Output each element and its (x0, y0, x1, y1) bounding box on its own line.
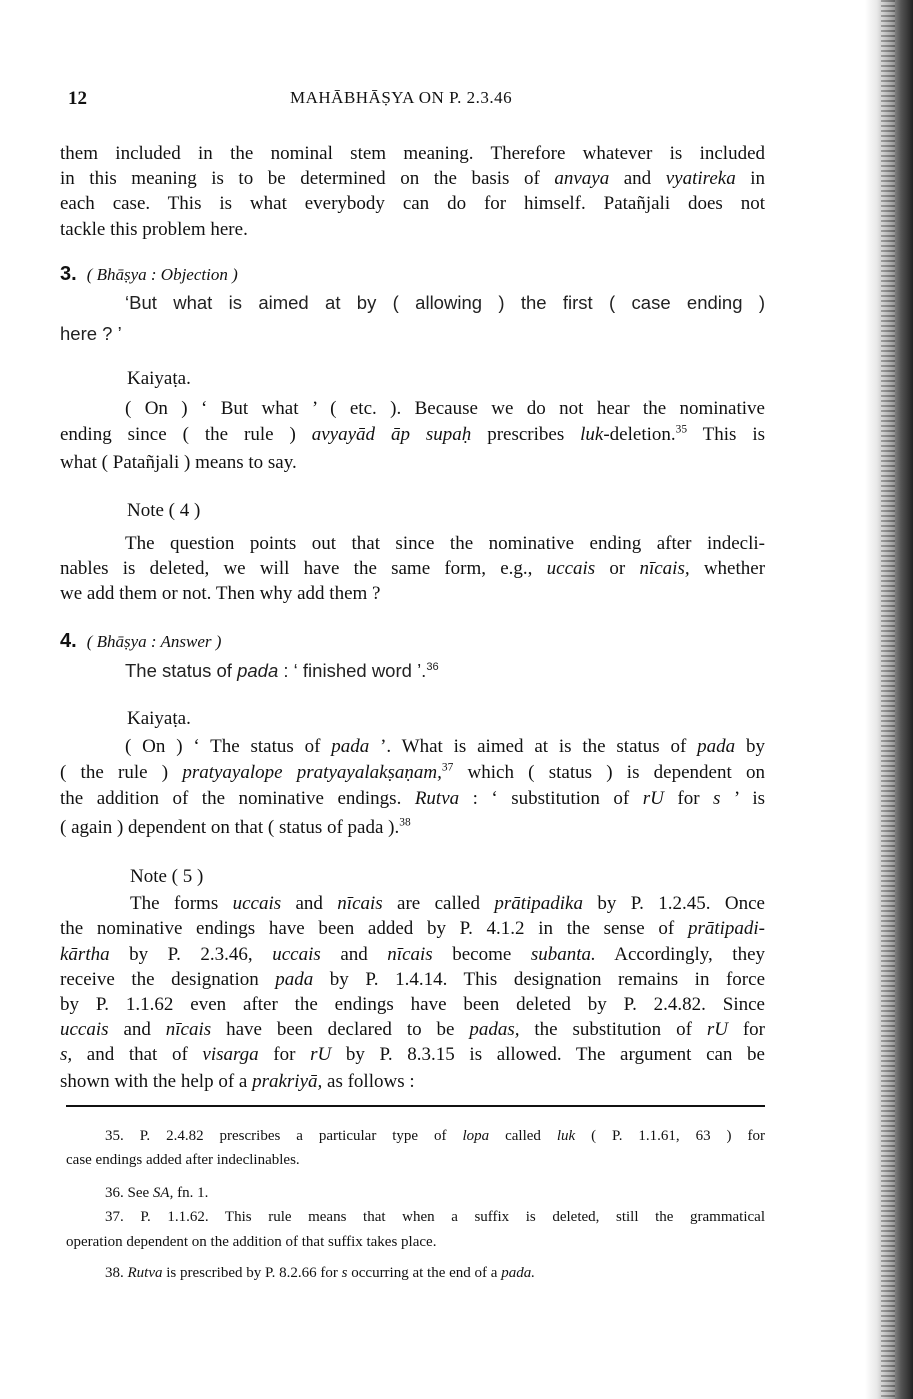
paragraph-line (125, 397, 765, 421)
text-run: Kaiyaṭa. (127, 708, 191, 729)
paragraph-line (60, 557, 765, 581)
paragraph-line (60, 582, 380, 606)
footnote-ref: 35 (675, 423, 688, 436)
paragraph-line (60, 1043, 765, 1067)
italic-term: uccais (60, 1019, 109, 1040)
footnote-35 (105, 1126, 765, 1146)
text-run: -deletion. (603, 424, 676, 445)
note-heading (130, 865, 203, 889)
paragraph-line (60, 968, 765, 992)
text-run: This is (687, 424, 765, 445)
text-run: are called (382, 893, 495, 914)
italic-term: uccais (272, 944, 321, 965)
text-run: case endings added after indeclinables. (66, 1152, 300, 1168)
scanned-page-edge-texture (881, 0, 895, 1399)
section-number: 4. (60, 630, 77, 652)
text-run: by P. 2.3.46, (109, 944, 273, 965)
paragraph-line (60, 192, 765, 216)
italic-term: pada (237, 660, 279, 681)
bhasya-quote-line (125, 291, 765, 315)
italic-term: visarga (202, 1044, 259, 1065)
text-run: 36. See (105, 1185, 153, 1201)
text-run: The question points out that since the nominative ending after indecli- (125, 533, 765, 554)
text-run: as follows : (322, 1071, 415, 1092)
italic-term: s, (60, 1044, 73, 1065)
italic-term: pratyayalope pratyayalakṣaṇam, (182, 762, 442, 783)
text-run: called (489, 1128, 557, 1144)
text-run: ( again ) dependent on that ( status of pada ). (60, 817, 400, 838)
page-number: 12 (68, 88, 87, 109)
italic-term: prātipadika (494, 893, 583, 914)
paragraph-line (60, 142, 765, 166)
footnote-38 (105, 1263, 535, 1283)
italic-term: avyayād āp supaḥ (311, 424, 472, 445)
text-run: The forms (130, 893, 233, 914)
footnote-ref: 37 (441, 761, 454, 774)
text-run: become (432, 944, 531, 965)
italic-term: pada (697, 736, 736, 757)
text-run: ( P. 1.1.61, 63 ) for (575, 1128, 765, 1144)
text-run: Note ( 4 ) (127, 500, 201, 521)
italic-term: padas, (469, 1019, 520, 1040)
text-run: The status of (125, 660, 238, 681)
text-run: is prescribed by P. 8.2.66 for (162, 1265, 342, 1281)
italic-term: pada (331, 736, 370, 757)
italic-term: nīcais (387, 944, 433, 965)
text-run: ’ is (720, 788, 766, 809)
text-run: 35. P. 2.4.82 prescribes a particular type of (105, 1128, 463, 1144)
text-run: or (595, 558, 640, 579)
italic-term: prātipadi- (687, 918, 765, 939)
paragraph-line (60, 218, 248, 242)
paragraph-line (60, 1018, 765, 1042)
text-run: and (108, 1019, 166, 1040)
footnote-35 (66, 1150, 300, 1170)
italic-term: SA, (152, 1185, 174, 1201)
text-run: by (735, 736, 765, 757)
footnote-ref: 36 (426, 660, 439, 673)
text-run: nables is deleted, we will have the same form, e.g., (60, 558, 547, 579)
text-run: ( On ) ‘ The status of (125, 736, 332, 757)
text-run: each case. This is what everybody can do for himself. Patañjali does not (60, 193, 765, 214)
italic-term: luk (556, 1128, 576, 1144)
note-heading (127, 499, 200, 523)
text-run: them included in the nominal stem meaning. Therefore whatever is included (60, 143, 765, 164)
italic-term: rU (642, 788, 664, 809)
italic-term: pada (275, 969, 314, 990)
text-run: ending since ( the rule ) (60, 424, 312, 445)
footnote-37 (105, 1207, 765, 1227)
italic-term: subanta. (530, 944, 596, 965)
italic-term: nīcais (165, 1019, 212, 1040)
italic-term: nīcais (337, 893, 383, 914)
paragraph-line (60, 1070, 415, 1094)
text-run: the nominative endings have been added by P. 4.1.2 in the sense of (60, 918, 688, 939)
italic-term: s (341, 1265, 348, 1281)
running-head: MAHĀBHĀṢYA ON P. 2.3.46 (290, 88, 513, 107)
text-run: in this meaning is to be determined on the basis of (60, 168, 555, 189)
italic-term: uccais (232, 893, 282, 914)
text-run: for (258, 1044, 311, 1065)
kaiyata-heading (127, 707, 191, 731)
section-number: 3. (60, 263, 77, 285)
paragraph-line (60, 943, 765, 967)
text-run: in (735, 168, 766, 189)
text-run: Accordingly, they (595, 944, 766, 965)
text-run: and (281, 893, 338, 914)
italic-term: lopa (462, 1128, 490, 1144)
italic-term: rU (310, 1044, 332, 1065)
footnote-ref: 38 (399, 816, 411, 829)
paragraph-line (125, 735, 765, 759)
text-run: prescribes (471, 424, 581, 445)
text-run: we add them or not. Then why add them ? (60, 583, 381, 604)
footnote-36 (105, 1183, 208, 1203)
italic-term: anvaya (554, 168, 610, 189)
section-heading-3 (60, 262, 238, 287)
footnote-divider (66, 1105, 765, 1107)
text-run: ‘But what is aimed at by ( allowing ) the first ( case ending ) (125, 292, 765, 313)
text-run: shown with the help of a (60, 1071, 253, 1092)
italic-term: prakriyā, (252, 1071, 323, 1092)
paragraph-line (60, 993, 765, 1017)
text-run: : ‘ finished word ’. (278, 660, 427, 681)
text-run: occurring at the end of a (347, 1265, 502, 1281)
text-run: for (727, 1019, 765, 1040)
kaiyata-heading (127, 367, 191, 391)
text-run: the addition of the nominative endings. (60, 788, 415, 809)
text-run: what ( Patañjali ) means to say. (60, 452, 297, 473)
italic-term: Rutva (127, 1265, 163, 1281)
text-run: and (320, 944, 388, 965)
text-run: whether (689, 558, 766, 579)
text-run: ( On ) ‘ But what ’ ( etc. ). Because we do not hear the nominative (125, 398, 765, 419)
italic-term: Rutva (414, 788, 460, 809)
text-run: and (609, 168, 666, 189)
text-run: ’. What is aimed at is the status of (369, 736, 698, 757)
text-run: 37. P. 1.1.62. This rule means that when a suffix is deleted, still the grammatical (105, 1209, 765, 1225)
footnote-37 (66, 1232, 436, 1252)
text-run: 38. (105, 1265, 128, 1281)
paragraph-line (60, 423, 765, 447)
italic-term: nīcais, (639, 558, 690, 579)
text-run: have been declared to be (211, 1019, 470, 1040)
text-run: Note ( 5 ) (130, 866, 204, 887)
text-run: ( the rule ) (60, 762, 183, 783)
paragraph-line (60, 816, 411, 840)
section-heading-4 (60, 629, 221, 654)
italic-term: kārtha (60, 944, 110, 965)
paragraph-line (60, 787, 765, 811)
text-run: for (663, 788, 714, 809)
bhasya-quote-line (60, 322, 122, 346)
bhasya-quote-line (125, 659, 439, 683)
italic-term: s (713, 788, 721, 809)
italic-term: ( Bhāṣya : Objection ) (86, 265, 238, 284)
text-run: here ? ’ (60, 323, 122, 344)
text-run: and that of (72, 1044, 203, 1065)
paragraph-line (125, 532, 765, 556)
text-run: Kaiyaṭa. (127, 368, 191, 389)
italic-term: rU (706, 1019, 728, 1040)
text-run: the substitution of (519, 1019, 707, 1040)
text-run: which ( status ) is dependent on (453, 762, 765, 783)
italic-term: luk (580, 424, 604, 445)
italic-term: vyatireka (665, 168, 736, 189)
text-run: operation dependent on the addition of that suffix takes place. (66, 1234, 437, 1250)
paragraph-line (60, 917, 765, 941)
paragraph-line (60, 167, 765, 191)
text-run: receive the designation (60, 969, 276, 990)
text-run: by P. 1.2.45. Once (583, 893, 765, 914)
text-run: by P. 1.1.62 even after the endings have been deleted by P. 2.4.82. Since (60, 994, 765, 1015)
text-run: : ‘ substitution of (459, 788, 643, 809)
paragraph-line (60, 761, 765, 785)
italic-term: ( Bhāṣya : Answer ) (86, 632, 222, 651)
italic-term: uccais (546, 558, 596, 579)
text-run: by P. 1.4.14. This designation remains in force (313, 969, 765, 990)
paragraph-line (130, 892, 765, 916)
italic-term: pada. (501, 1265, 535, 1281)
text-run: by P. 8.3.15 is allowed. The argument can be (331, 1044, 765, 1065)
text-run: fn. 1. (173, 1185, 209, 1201)
paragraph-line (60, 451, 297, 475)
text-run: tackle this problem here. (60, 219, 248, 240)
